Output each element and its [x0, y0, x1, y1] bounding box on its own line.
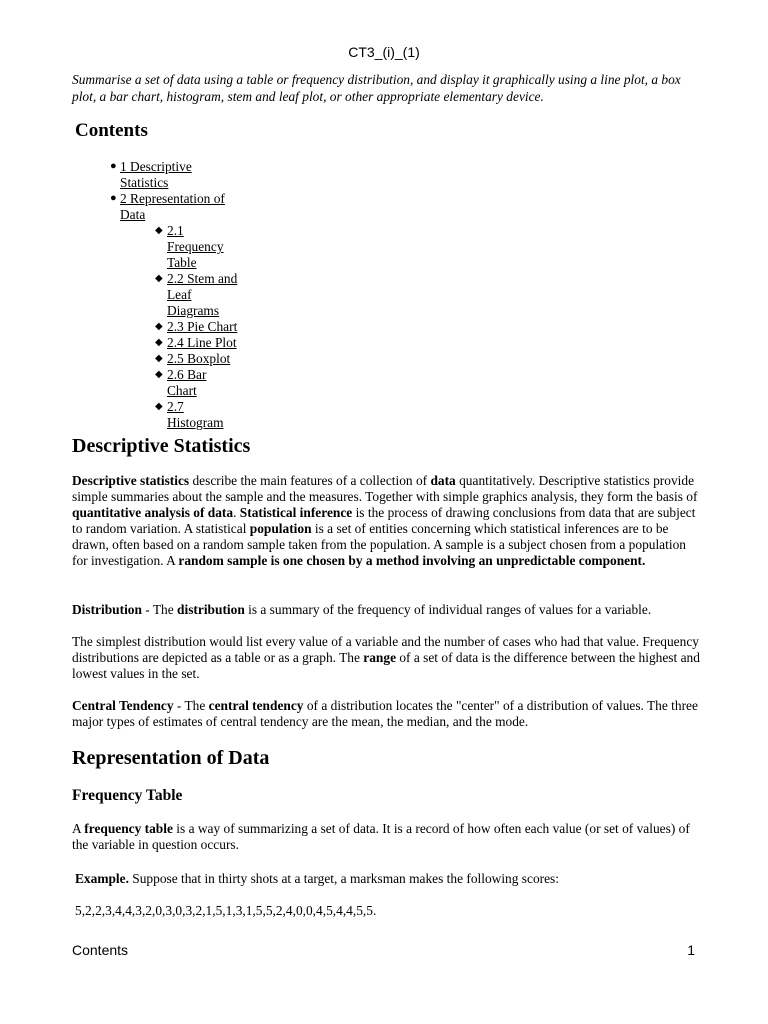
bold-term: range [363, 650, 397, 666]
toc-link-line[interactable]: 2.5 Boxplot [167, 351, 231, 366]
diamond-bullet-icon: ◆ [155, 273, 163, 284]
bold-term: quantitative analysis of data [72, 505, 234, 521]
learning-objective: Summarise a set of data using a table or frequency distribution, and display it graphically using a line plot, a box plot, a bar chart, histogram, stem and leaf plot, or other appropriate elementary device. [72, 72, 681, 104]
bullet-icon: ● [110, 192, 117, 204]
text-run: is a summary of the frequency of individual ranges of values for a variable. [244, 602, 652, 617]
paragraph-frequency-table [72, 821, 702, 853]
diamond-bullet-icon: ◆ [155, 337, 163, 348]
diamond-bullet-icon: ◆ [155, 321, 163, 332]
toc-link-line[interactable]: Data [120, 207, 146, 223]
subsection-heading-frequency-table: Frequency Table [72, 787, 183, 804]
text-run: is the process of drawing conclusions from data that are subject to random variation. A statistical [72, 505, 696, 537]
toc-link-line[interactable]: Histogram [167, 415, 224, 431]
toc-link-line[interactable]: 2.2 Stem and [167, 271, 238, 286]
bold-term: distribution [177, 602, 245, 617]
toc-link-line[interactable]: Frequency [167, 239, 224, 255]
diamond-bullet-icon: ◆ [155, 401, 163, 412]
text-run: is a way of summarizing a set of data. It is a record of how often each value (or set of values) of the variable in question occurs. [72, 821, 690, 853]
text-run: of a distribution locates the "center" of a distribution of values. The three major types of estimates of central tendency are the mean, the median, and the mode. [72, 698, 698, 730]
text-run: A [72, 821, 85, 836]
bold-term: Descriptive statistics [72, 473, 190, 488]
bold-term: frequency table [84, 821, 173, 836]
bold-term: Example. [75, 871, 129, 886]
text-run: is a set of entities concerning which statistical inferences are to be drawn, often based on a random sample taken from the population. A sample is a subject chosen from a population for investigation. A [72, 521, 686, 569]
toc-link-line[interactable]: 2.3 Pie Chart [167, 319, 238, 334]
text-run: quantitatively. Descriptive statistics provide simple summaries about the sample and the measures. Together with simple graphics analysis, they form the basis of [72, 473, 698, 505]
bold-term: data [430, 473, 456, 488]
section-heading-descriptive-statistics: Descriptive Statistics [72, 435, 251, 457]
footer-page-number: 1 [687, 942, 695, 958]
page-header: CT3_(i)_(1) [348, 44, 420, 60]
footer-section-label: Contents [72, 942, 129, 958]
bold-term: random sample is one chosen by a method involving an unpredictable component. [178, 553, 646, 569]
toc-link-line[interactable]: Statistics [120, 175, 169, 191]
toc-link-line[interactable]: 2.6 Bar [167, 367, 207, 382]
toc-link-line[interactable]: Table [167, 255, 197, 271]
diamond-bullet-icon: ◆ [155, 225, 163, 236]
paragraph-descriptive-statistics [72, 473, 702, 570]
diamond-bullet-icon: ◆ [155, 353, 163, 364]
toc-link-frequency-table[interactable] [167, 223, 247, 271]
text-run: - The [141, 602, 178, 617]
toc-link-line[interactable]: 2.1 [167, 223, 184, 238]
paragraph-example [75, 871, 705, 887]
bold-term: population [249, 521, 312, 537]
bold-term: Central Tendency [72, 698, 174, 713]
toc-link-line-plot[interactable] [167, 335, 247, 351]
toc-link-line[interactable]: 2.4 Line Plot [167, 335, 237, 350]
toc-link-line[interactable]: 1 Descriptive [120, 159, 192, 174]
toc-link-representation-of-data[interactable] [120, 191, 235, 223]
toc-link-line[interactable]: Diagrams [167, 303, 220, 319]
paragraph-central-tendency [72, 698, 702, 730]
diamond-bullet-icon: ◆ [155, 369, 163, 380]
text-run: The simplest distribution would list every value of a variable and the number of cases who had that value. Frequency distributions are depicted as a table or as a graph. The [72, 634, 699, 666]
toc-link-pie-chart[interactable] [167, 319, 247, 335]
paragraph-simplest-distribution [72, 634, 702, 682]
bold-term: Statistical inference [239, 505, 353, 521]
toc-link-line[interactable]: Leaf [167, 287, 192, 303]
paragraph-distribution [72, 602, 702, 618]
bold-term: Distribution [72, 602, 142, 617]
text-run: describe the main features of a collection of [189, 473, 431, 488]
toc-link-boxplot[interactable] [167, 351, 247, 367]
toc-link-descriptive-statistics[interactable] [120, 159, 235, 191]
toc-link-line[interactable]: Chart [167, 383, 197, 399]
contents-heading: Contents [75, 120, 148, 141]
toc-link-line[interactable]: 2.7 [167, 399, 184, 414]
text-run: . [233, 505, 240, 521]
section-heading-representation-of-data: Representation of Data [72, 747, 270, 769]
bullet-icon: ● [110, 160, 117, 172]
scores-list: 5,2,2,3,4,4,3,2,0,3,0,3,2,1,5,1,3,1,5,5,2,4,0,0,4,5,4,4,5,5. [75, 903, 377, 918]
toc-link-bar-chart[interactable] [167, 367, 247, 399]
text-run: of a set of data is the difference between the highest and lowest values in the set. [72, 650, 700, 682]
text-run: - The [173, 698, 209, 713]
toc-link-histogram[interactable] [167, 399, 247, 431]
toc-link-line[interactable]: 2 Representation of [120, 191, 225, 206]
bold-term: central tendency [208, 698, 304, 713]
text-run: Suppose that in thirty shots at a target, a marksman makes the following scores: [128, 871, 559, 886]
toc-link-stem-and-leaf[interactable] [167, 271, 247, 319]
